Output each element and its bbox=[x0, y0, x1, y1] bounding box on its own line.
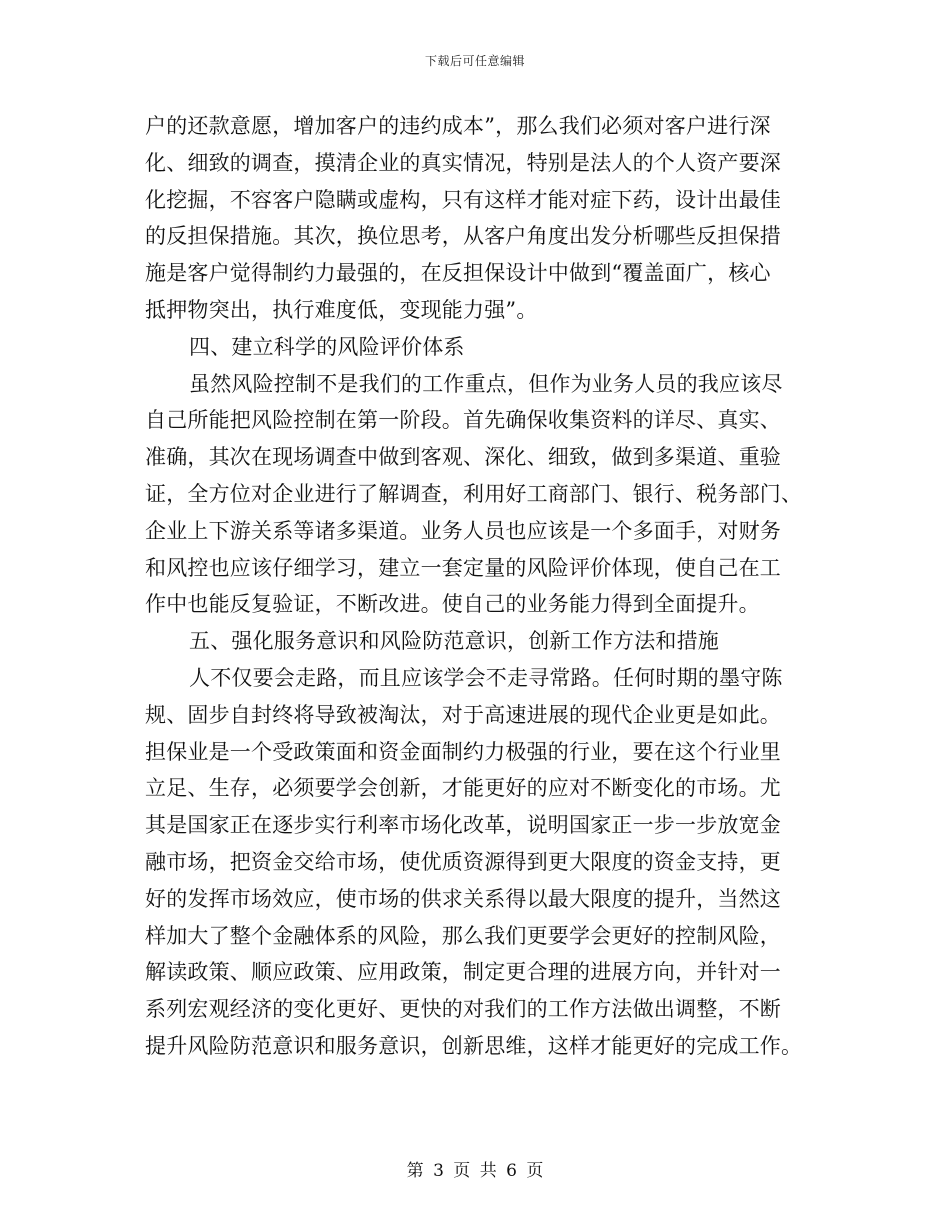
paragraph-line: 解读政策、顺应政策、应用政策，制定更合理的进展方向，并针对一 bbox=[145, 960, 781, 985]
page-number-footer: 第 3 页 共 6 页 bbox=[406, 1161, 544, 1181]
paragraph-line: 抵押物突出，执行难度低，变现能力强”。 bbox=[145, 297, 538, 322]
paragraph-line: 施是客户觉得制约力最强的，在反担保设计中做到“覆盖面广，核心 bbox=[145, 261, 771, 286]
section-heading: 四、建立科学的风险评价体系 bbox=[189, 334, 465, 359]
page-header: 下载后可任意编辑 bbox=[424, 54, 525, 68]
paragraph-line: 样加大了整个金融体系的风险，那么我们更要学会更好的控制风险， bbox=[145, 923, 781, 948]
paragraph-line: 立足、生存，必须要学会创新，才能更好的应对不断变化的市场。尤 bbox=[145, 776, 781, 801]
paragraph-line: 规、固步自封终将导致被淘汰，对于高速进展的现代企业更是如此。 bbox=[145, 702, 781, 727]
paragraph-line: 其是国家正在逐步实行利率市场化改革，说明国家正一步一步放宽金 bbox=[145, 813, 781, 838]
paragraph-line: 作中也能反复验证，不断改进。使自己的业务能力得到全面提升。 bbox=[145, 592, 760, 617]
paragraph-line: 好的发挥市场效应，使市场的供求关系得以最大限度的提升，当然这 bbox=[145, 886, 781, 911]
paragraph-line: 化挖掘，不容客户隐瞒或虚构，只有这样才能对症下药，设计出最佳 bbox=[145, 187, 781, 212]
paragraph-line: 的反担保措施。其次，换位思考，从客户角度出发分析哪些反担保措 bbox=[145, 224, 781, 249]
paragraph-line: 化、细致的调查，摸清企业的真实情况，特别是法人的个人资产要深 bbox=[145, 150, 781, 175]
paragraph-line: 和风控也应该仔细学习，建立一套定量的风险评价体现，使自己在工 bbox=[145, 555, 781, 580]
paragraph-line: 融市场，把资金交给市场，使优质资源得到更大限度的资金支持，更 bbox=[145, 849, 781, 874]
paragraph-line: 担保业是一个受政策面和资金面制约力极强的行业，要在这个行业里 bbox=[145, 739, 781, 764]
paragraph-line: 准确，其次在现场调查中做到客观、深化、细致，做到多渠道、重验 bbox=[145, 445, 781, 470]
paragraph-line: 系列宏观经济的变化更好、更快的对我们的工作方法做出调整，不断 bbox=[145, 997, 781, 1022]
paragraph-line: 人不仅要会走路，而且应该学会不走寻常路。任何时期的墨守陈 bbox=[189, 665, 783, 690]
paragraph-line: 自己所能把风险控制在第一阶段。首先确保收集资料的详尽、真实、 bbox=[145, 408, 781, 433]
paragraph-line: 证，全方位对企业进行了解调查，利用好工商部门、银行、税务部门、 bbox=[145, 481, 803, 506]
paragraph-line: 虽然风险控制不是我们的工作重点，但作为业务人员的我应该尽 bbox=[189, 371, 783, 396]
paragraph-line: 户的还款意愿，增加客户的违约成本”，那么我们必须对客户进行深 bbox=[145, 114, 771, 138]
document-body bbox=[145, 108, 813, 1065]
section-heading: 五、强化服务意识和风险防范意识，创新工作方法和措施 bbox=[189, 629, 719, 654]
paragraph-line: 企业上下游关系等诸多渠道。业务人员也应该是一个多面手，对财务 bbox=[145, 518, 781, 543]
paragraph-line: 提升风险防范意识和服务意识，创新思维，这样才能更好的完成工作。 bbox=[145, 1033, 803, 1058]
